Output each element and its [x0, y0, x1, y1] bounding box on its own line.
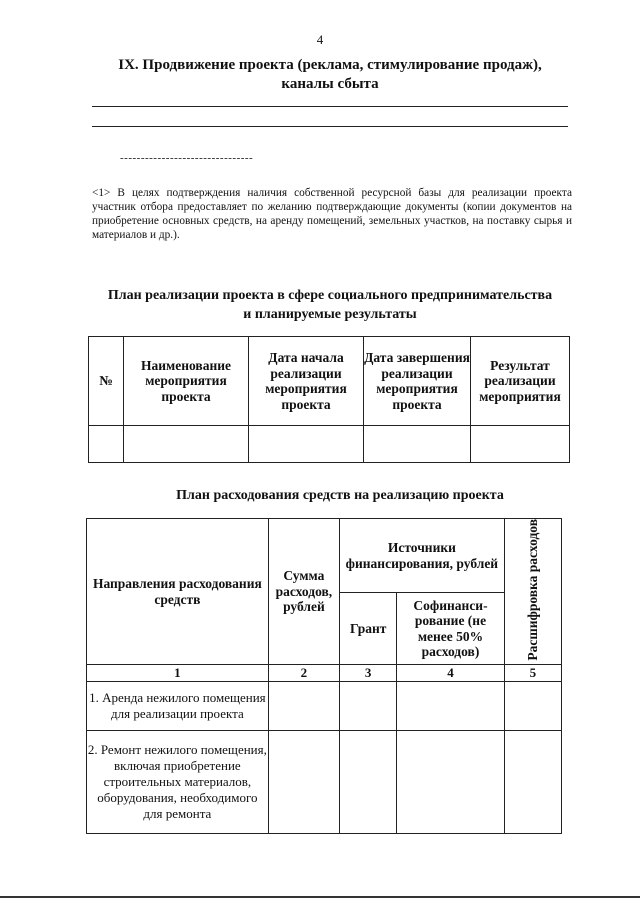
section-title-line1: IX. Продвижение проекта (реклама, стимулирование продаж), — [118, 57, 542, 73]
plan-cell — [124, 426, 249, 463]
spending-cell — [504, 682, 561, 731]
plan-cell — [364, 426, 471, 463]
col-number: 3 — [340, 665, 397, 682]
spending-cell — [268, 731, 339, 834]
plan-header-start: Дата начала реализации мероприятия проекта — [249, 337, 364, 426]
spending-header-sum: Сумма расходов, рублей — [268, 519, 339, 665]
spending-row-label: 2. Ремонт нежилого помещения, включая приобретение строительных материалов, оборудования, необходимого для ремонта — [87, 731, 269, 834]
spending-header-detail: Расшифровка расходов — [525, 519, 541, 661]
spending-cell — [397, 731, 504, 834]
plan-cell — [249, 426, 364, 463]
plan-title-line2: и планируемые результаты — [243, 307, 417, 322]
plan-header-end: Дата завершения реализации мероприятия проекта — [364, 337, 471, 426]
plan-empty-row — [89, 426, 570, 463]
spending-table — [86, 518, 562, 834]
plan-title — [80, 286, 580, 324]
spending-cell — [268, 682, 339, 731]
spending-title: План расходования средств на реализацию проекта — [176, 488, 504, 503]
spending-row — [87, 731, 562, 834]
spending-number-row — [87, 665, 562, 682]
spending-row-label: 1. Аренда нежилого помещения для реализации проекта — [87, 682, 269, 731]
page-bottom-edge — [0, 896, 640, 898]
page-number: 4 — [316, 32, 324, 47]
col-number: 5 — [504, 665, 561, 682]
spending-row — [87, 682, 562, 731]
spending-cell — [397, 682, 504, 731]
plan-header-result: Результат реализации мероприятия — [471, 337, 570, 426]
spending-cell — [340, 682, 397, 731]
col-number: 4 — [397, 665, 504, 682]
plan-title-line1: План реализации проекта в сфере социального предпринимательства — [107, 288, 553, 303]
plan-header-number: № — [89, 337, 124, 426]
spending-header-direction: Направления расходования средств — [87, 519, 269, 665]
section-title — [80, 56, 580, 94]
plan-table — [88, 336, 570, 463]
spending-header-grant: Грант — [340, 593, 397, 665]
col-number: 1 — [87, 665, 269, 682]
spending-header-detail-cell — [504, 519, 561, 665]
plan-cell — [471, 426, 570, 463]
plan-header-row — [89, 337, 570, 426]
footnote-text: <1> В целях подтверждения наличия собственной ресурсной базы для реализации проекта участник отбора предоставляет по желанию подтверждающие документы (копии документов на приобретение основных средств, на аренду помещений, земельных участков, на поставку сырья и материалов и др.). — [92, 187, 572, 241]
blank-line-1 — [92, 106, 568, 107]
spending-cell — [504, 731, 561, 834]
footnote-separator: -------------------------------- — [120, 152, 254, 164]
plan-cell — [89, 426, 124, 463]
spending-cell — [340, 731, 397, 834]
spending-header-cofin: Софинанси-рование (не менее 50% расходов) — [397, 593, 504, 665]
section-title-line2: каналы сбыта — [281, 76, 379, 92]
plan-header-name: Наименование мероприятия проекта — [124, 337, 249, 426]
spending-header-sources: Источники финансирования, рублей — [340, 519, 505, 593]
blank-line-2 — [92, 126, 568, 127]
spending-header-row — [87, 519, 562, 593]
col-number: 2 — [268, 665, 339, 682]
